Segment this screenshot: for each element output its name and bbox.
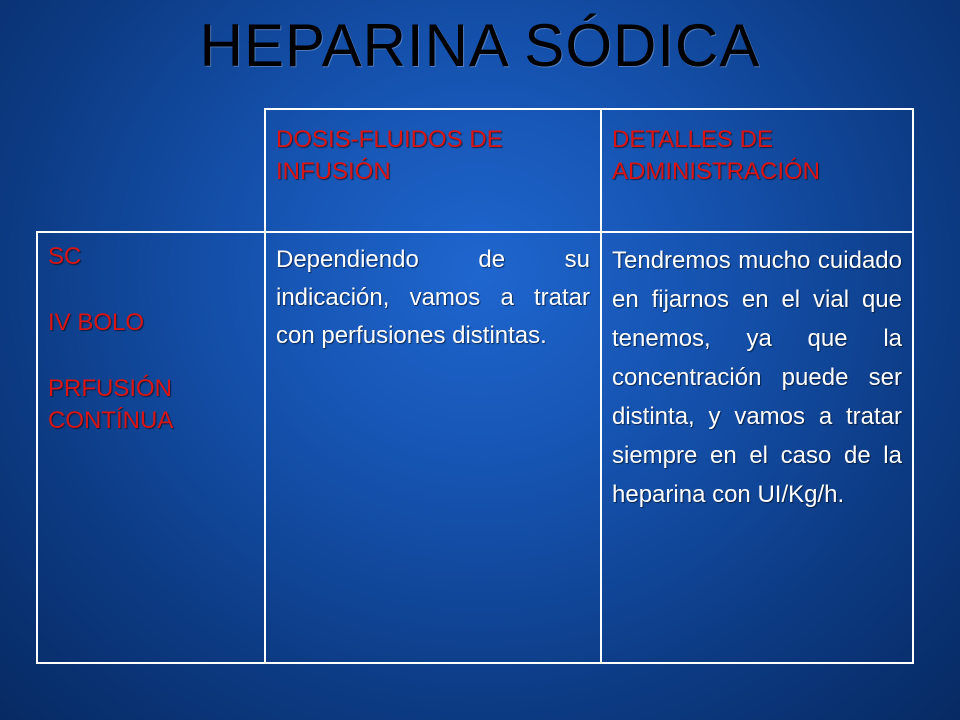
table-cell-dosis: Dependiendo de su indicación, vamos a tratar con perfusiones distintas. — [276, 246, 590, 349]
table-border-right — [912, 108, 914, 664]
table-border-bottom — [36, 662, 914, 664]
route-sc: SC — [48, 243, 82, 270]
table-cell-routes — [38, 233, 264, 662]
table-cell-detalles: Tendremos mucho cuidado en fijarnos en el vial que tenemos, ya que la concentración puede ser distinta, y vamos a tratar siempre en el caso de la heparina con UI/Kg/h. — [612, 247, 902, 508]
table-header-detalles: DETALLES DE ADMINISTRACIÓN — [612, 126, 821, 185]
route-prfusion-continua: PRFUSIÓN CONTÍNUA — [48, 375, 174, 434]
slide-title: HEPARINA SÓDICA — [199, 12, 761, 79]
table-header-dosis: DOSIS-FLUIDOS DE INFUSIÓN — [276, 126, 503, 185]
route-iv-bolo: IV BOLO — [48, 309, 145, 336]
